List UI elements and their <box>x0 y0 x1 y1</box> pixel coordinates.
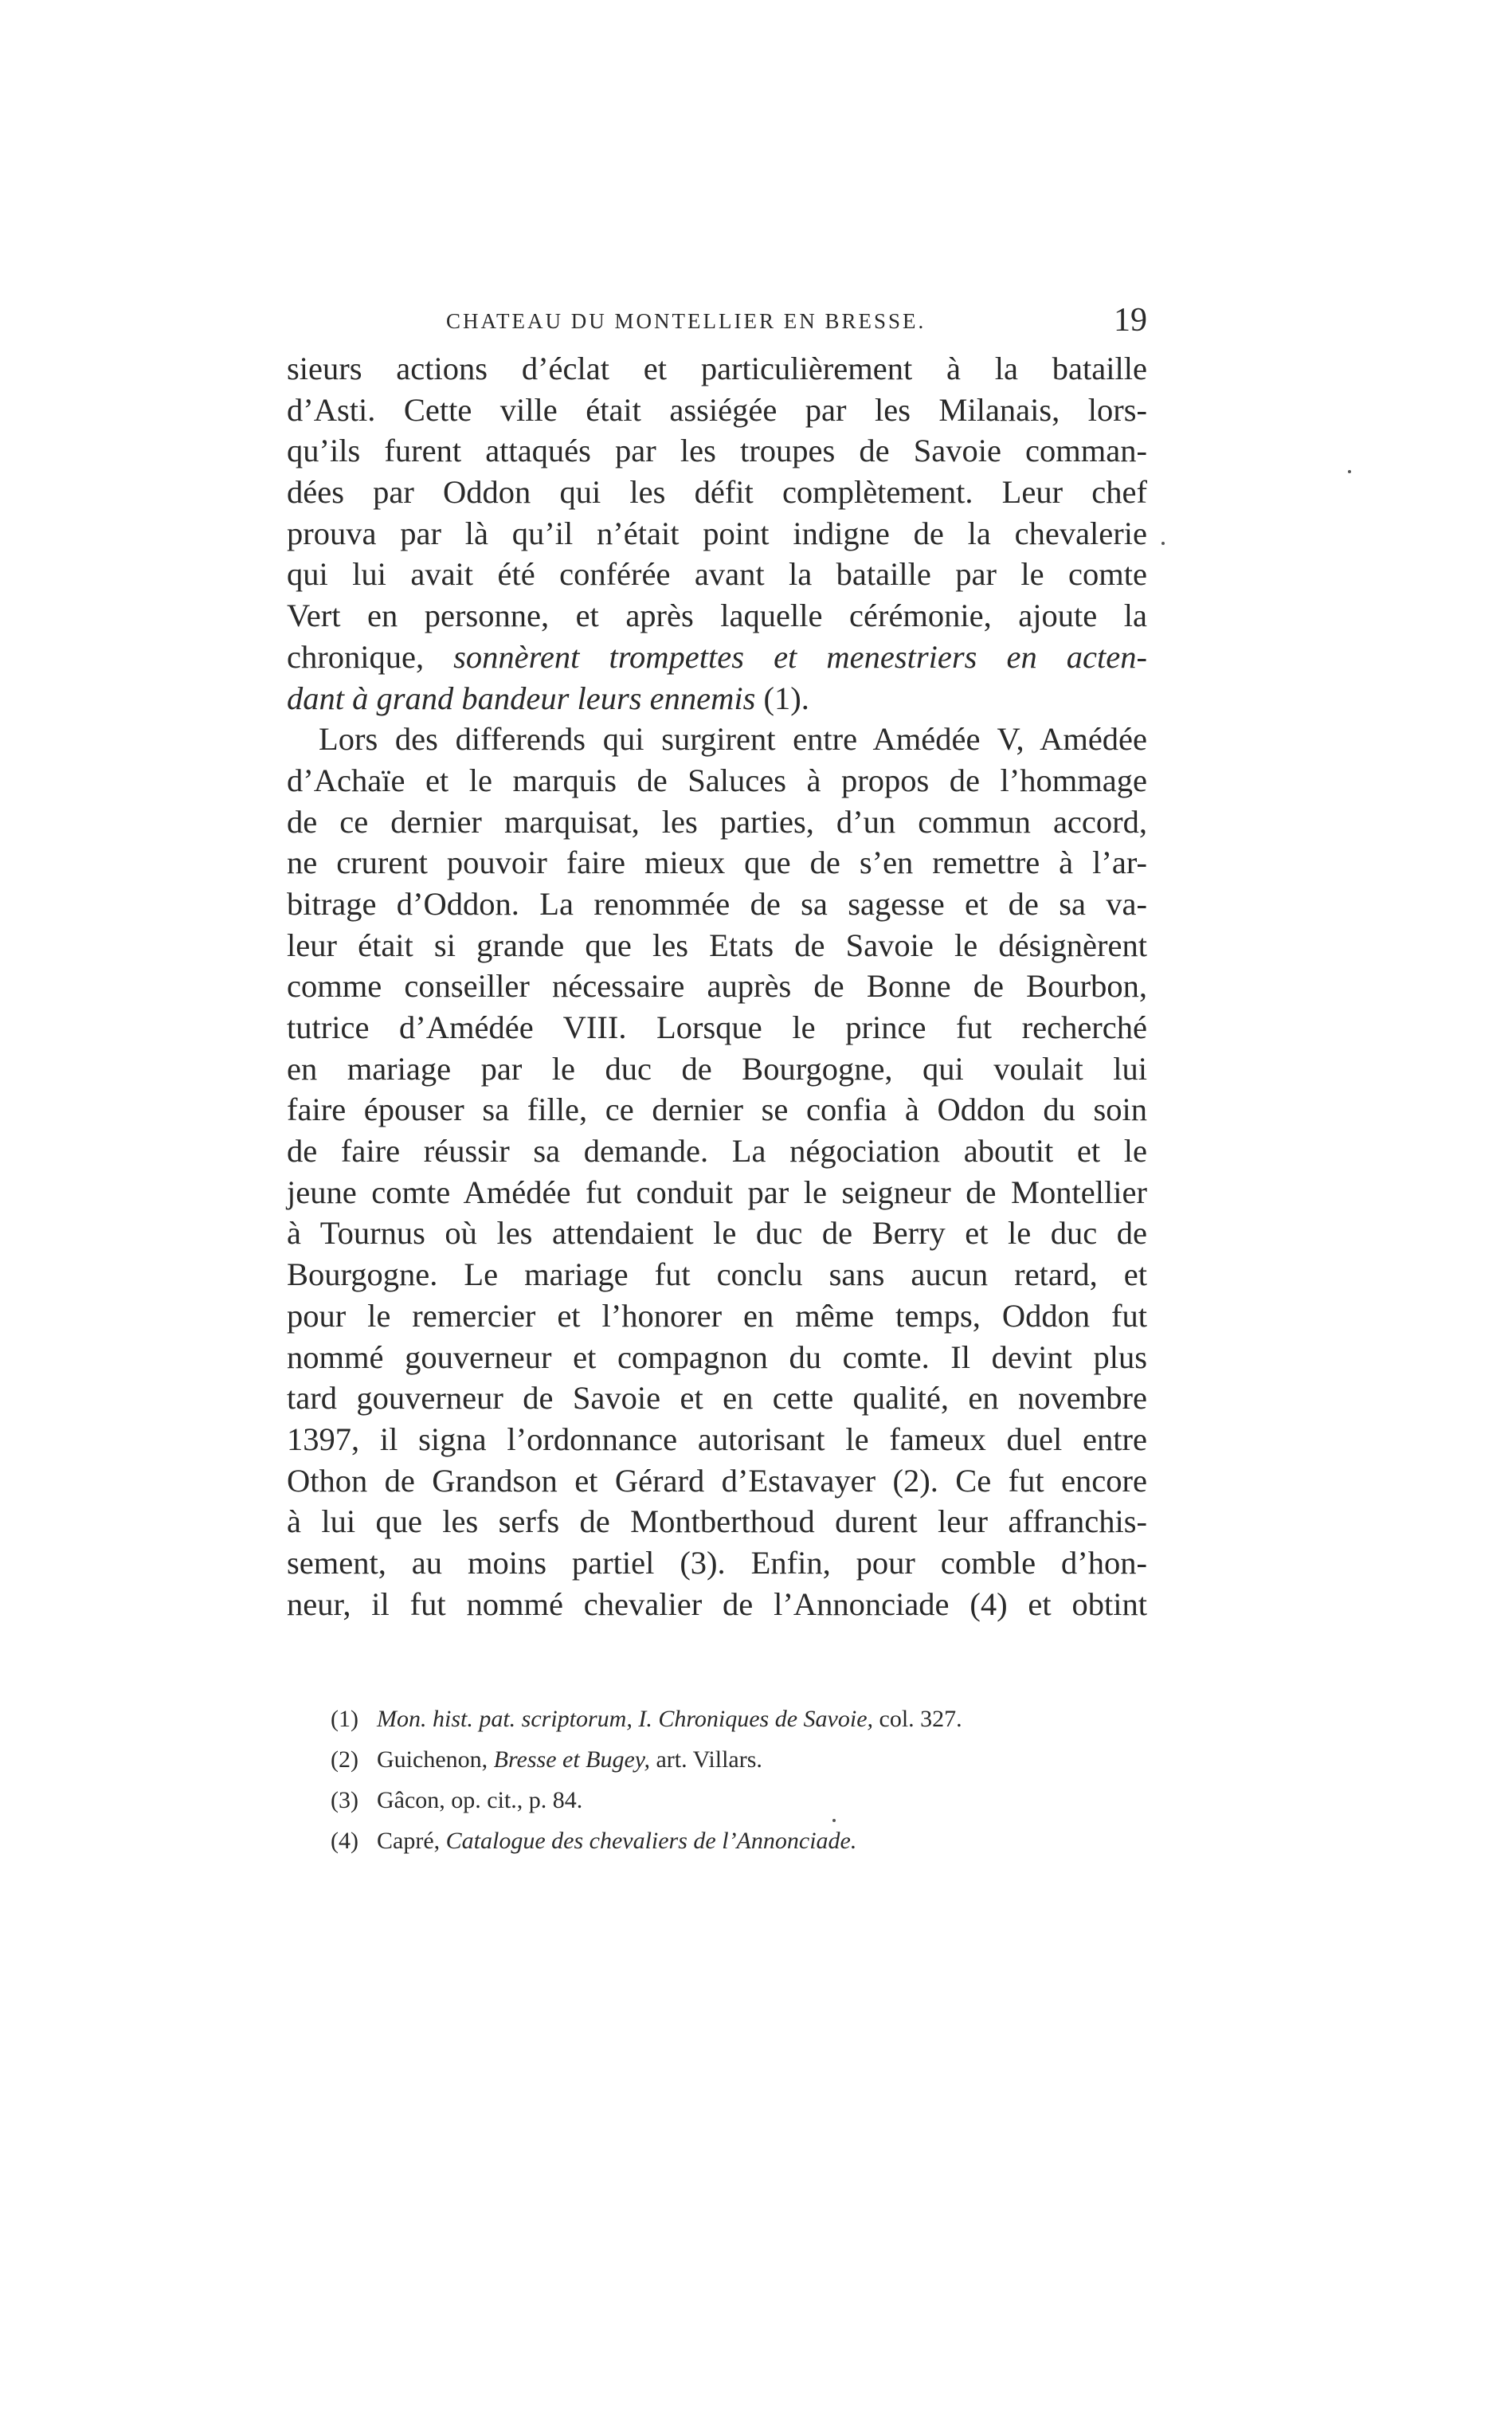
paragraph-start-line: Lors des differends qui surgirent entre Amédée V, Amédée <box>319 721 1147 758</box>
italic-quote: dant à grand bandeur leurs ennemis <box>287 680 756 716</box>
footnote-number: (1) <box>331 1706 358 1732</box>
text-line: prouva par là qu’il n’était point indigne de la chevalerie <box>287 515 1147 551</box>
text-line: d’Achaïe et le marquis de Saluces à propos de l’hommage <box>287 762 1147 798</box>
text-line: de faire réussir sa demande. La négociation aboutit et le <box>287 1133 1147 1170</box>
body-text <box>287 348 1147 1624</box>
footnote-number: (4) <box>331 1828 358 1854</box>
text-line: neur, il fut nommé chevalier de l’Annonciade (4) et obtint <box>287 1585 1147 1622</box>
footnote: (4) Capré, Catalogue des chevaliers de l’Annonciade. <box>331 1820 1159 1861</box>
text-line: qu’ils furent attaqués par les troupes de Savoie comman- <box>287 433 1147 469</box>
text-line: Vert en personne, et après laquelle cérémonie, ajoute la <box>287 598 1147 634</box>
text-line: en mariage par le duc de Bourgogne, qui voulait lui <box>287 1050 1147 1087</box>
footnote-citation: Bresse et Bugey, <box>493 1746 650 1773</box>
footnote: (1) Mon. hist. pat. scriptorum, I. Chroniques de Savoie, col. 327. <box>331 1699 1159 1739</box>
text-line: tutrice d’Amédée VIII. Lorsque le prince fut recherché <box>287 1009 1147 1045</box>
text-line: pour le remercier et l’honorer en même temps, Oddon fut <box>287 1297 1147 1334</box>
text-line: Othon de Grandson et Gérard d’Estavayer (2). Ce fut encore <box>287 1462 1147 1499</box>
text-line: chronique, sonnèrent trompettes et menestriers en acten- <box>287 638 1147 675</box>
text-line: comme conseiller nécessaire auprès de Bonne de Bourbon, <box>287 968 1147 1005</box>
text-line: bitrage d’Oddon. La renommée de sa sagesse et de sa va- <box>287 885 1147 922</box>
italic-quote: sonnèrent trompettes et menestriers en acten- <box>453 638 1147 675</box>
ink-speck <box>1161 542 1165 545</box>
text-line: sieurs actions d’éclat et particulièrement à la bataille <box>287 351 1147 386</box>
text-line: dant à grand bandeur leurs ennemis (1). <box>287 680 809 716</box>
footnote-citation: Mon. hist. pat. scriptorum, I. Chroniques de Savoie, <box>377 1706 874 1732</box>
text-line: qui lui avait été conférée avant la bataille par le comte <box>287 556 1147 593</box>
text-line: d’Asti. Cette ville était assiégée par les Milanais, lors- <box>287 391 1147 428</box>
text-line: 1397, il signa l’ordonnance autorisant le fameux duel entre <box>287 1421 1147 1457</box>
text-line: à lui que les serfs de Montberthoud durent leur affranchis- <box>287 1503 1147 1540</box>
ink-speck <box>832 1819 836 1822</box>
text-line: à Tournus où les attendaient le duc de Berry et le duc de <box>287 1215 1147 1252</box>
text-line: de ce dernier marquisat, les parties, d’un commun accord, <box>287 803 1147 840</box>
text-line: sement, au moins partiel (3). Enfin, pour comble d’hon- <box>287 1544 1147 1581</box>
text-line: ne crurent pouvoir faire mieux que de s’en remettre à l’ar- <box>287 845 1147 881</box>
footnote: (2) Guichenon, Bresse et Bugey, art. Villars. <box>331 1739 1159 1780</box>
text-line: jeune comte Amédée fut conduit par le seigneur de Montellier <box>287 1174 1147 1210</box>
page-header <box>287 301 1147 349</box>
footnote-number: (2) <box>331 1746 358 1773</box>
running-title: CHATEAU DU MONTELLIER EN BRESSE. <box>446 309 926 333</box>
text-line: faire épouser sa fille, ce dernier se confia à Oddon du soin <box>287 1091 1147 1128</box>
ink-speck <box>1348 470 1351 473</box>
text-line: leur était si grande que les Etats de Savoie le désignèrent <box>287 927 1147 963</box>
footnote-citation: Catalogue des chevaliers de l’Annonciade. <box>445 1828 857 1854</box>
text-line: Bourgogne. Le mariage fut conclu sans aucun retard, et <box>287 1256 1147 1293</box>
footnote: (3) Gâcon, op. cit., p. 84. <box>331 1780 1159 1820</box>
text-line: tard gouverneur de Savoie et en cette qualité, en novembre <box>287 1380 1147 1417</box>
footnote-number: (3) <box>331 1787 358 1813</box>
text-line: nommé gouverneur et compagnon du comte. Il devint plus <box>287 1338 1147 1375</box>
footnotes <box>331 1699 1159 1861</box>
page-number: 19 <box>1114 302 1147 339</box>
text-line: dées par Oddon qui les défit complètement. Leur chef <box>287 474 1147 511</box>
